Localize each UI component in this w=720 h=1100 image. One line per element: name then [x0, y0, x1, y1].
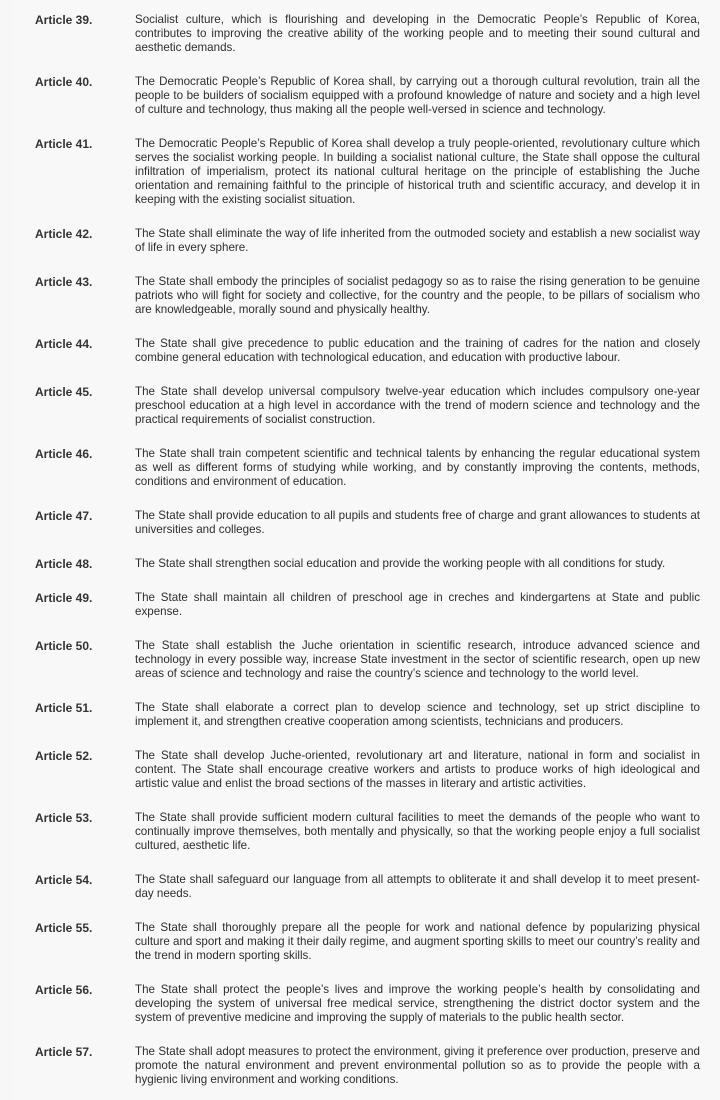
article-number: Article 53.	[35, 811, 93, 825]
article-number: Article 52.	[35, 749, 93, 763]
article-text: The State shall adopt measures to protect the environment, giving it preference over production, preserve and promote the natural environment and prevent environmental pollution so as to provide the people with a hygienic living environment and working conditions.	[135, 1045, 700, 1086]
article-text: The State shall train competent scientific and technical talents by enhancing the regular educational system as well as different forms of studying while working, and by constantly improving the contents, methods, conditions and environment of education.	[135, 447, 700, 488]
article-text: The State shall eliminate the way of life inherited from the outmoded society and establish a new socialist way of life in every sphere.	[135, 227, 700, 254]
article-text: The State shall provide sufficient modern cultural facilities to meet the demands of the people who want to continually improve themselves, both mentally and physically, so that the working people enjoy a full socialist cultured, aesthetic life.	[135, 811, 700, 852]
article-number: Article 50.	[35, 639, 93, 653]
article-number: Article 44.	[35, 337, 93, 351]
article-number: Article 43.	[35, 275, 93, 289]
article-number: Article 57.	[35, 1045, 93, 1059]
article-text: The State shall embody the principles of socialist pedagogy so as to raise the rising generation to be genuine patriots who will fight for society and collective, for the country and the people, to be pillars of socialism who are knowledgeable, morally sound and physically healthy.	[135, 275, 700, 316]
article-number: Article 45.	[35, 385, 93, 399]
article-text: The State shall safeguard our language from all attempts to obliterate it and shall develop it to meet present-day needs.	[135, 873, 700, 900]
article-number: Article 46.	[35, 447, 93, 461]
article-number: Article 41.	[35, 137, 93, 151]
article-text: The Democratic People’s Republic of Korea shall, by carrying out a thorough cultural revolution, train all the people to be builders of socialism equipped with a profound knowledge of nature and society and a high level of culture and technology, thus making all the people well-versed in science and technology.	[135, 75, 700, 116]
article-number: Article 40.	[35, 75, 93, 89]
article-text: The State shall strengthen social education and provide the working people with all conditions for study.	[135, 557, 666, 570]
article-number: Article 51.	[35, 701, 93, 715]
article-text: The State shall thoroughly prepare all the people for work and national defence by popularizing physical culture and sport and making it their daily regime, and augment sporting skills to meet our country’s reality and the trend in modern sporting skills.	[135, 921, 700, 962]
article-text: Socialist culture, which is flourishing and developing in the Democratic People’s Republic of Korea, contributes to improving the creative ability of the working people and to meeting their sound cultural and aesthetic demands.	[135, 13, 700, 54]
article-text: The State shall provide education to all pupils and students free of charge and grant allowances to students at universities and colleges.	[135, 509, 700, 536]
article-number: Article 55.	[35, 921, 93, 935]
article-text: The State shall develop universal compulsory twelve-year education which includes compulsory one-year preschool education at a high level in accordance with the trend of modern science and technology and the practical requirements of socialist construction.	[135, 385, 700, 426]
document-page	[14, 0, 720, 1100]
article-number: Article 42.	[35, 227, 93, 241]
article-number: Article 49.	[35, 591, 93, 605]
article-text: The State shall develop Juche-oriented, revolutionary art and literature, national in form and socialist in content. The State shall encourage creative workers and artists to produce works of high ideological and artistic value and enlist the broad sections of the masses in literary and artistic activities.	[135, 749, 700, 790]
article-number: Article 56.	[35, 983, 93, 997]
article-text: The State shall give precedence to public education and the training of cadres for the nation and closely combine general education with technological education, and education with productive labour.	[135, 337, 700, 364]
article-text: The State shall establish the Juche orientation in scientific research, introduce advanced science and technology in every possible way, increase State investment in the sector of scientific research, open up new areas of science and technology and raise the country’s science and technology to the world level.	[135, 639, 700, 680]
article-number: Article 39.	[35, 13, 93, 27]
article-text: The State shall maintain all children of preschool age in creches and kindergartens at State and public expense.	[135, 591, 700, 618]
article-text: The Democratic People’s Republic of Korea shall develop a truly people-oriented, revolutionary culture which serves the socialist working people. In building a socialist national culture, the State shall oppose the cultural infiltration of imperialism, protect its national cultural heritage on the principle of establishing the Juche orientation and remaining faithful to the principle of historical truth and scientific accuracy, and develop it in keeping with the existing socialist situation.	[135, 137, 700, 206]
article-number: Article 54.	[35, 873, 93, 887]
article-text: The State shall elaborate a correct plan to develop science and technology, set up strict discipline to implement it, and strengthen creative cooperation among scientists, technicians and producers.	[135, 701, 700, 728]
article-number: Article 48.	[35, 557, 93, 571]
article-text: The State shall protect the people’s lives and improve the working people’s health by consolidating and developing the system of universal free medical service, strengthening the district doctor system and the system of preventive medicine and improving the supply of materials to the public health sector.	[135, 983, 700, 1024]
article-number: Article 47.	[35, 509, 93, 523]
